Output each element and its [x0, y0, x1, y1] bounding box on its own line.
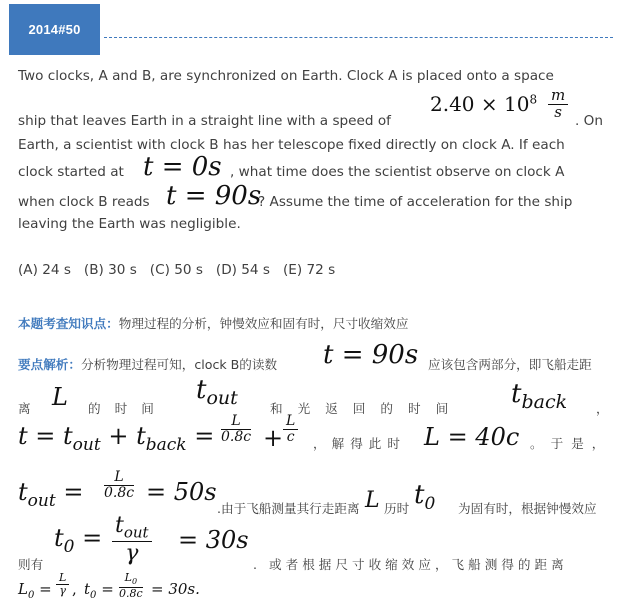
analysis-text: 和光返回的时间	[270, 401, 464, 416]
plus-sign: +	[263, 424, 284, 452]
analysis-label: 要点解析：	[18, 357, 81, 372]
fraction-L-over-0.8c: $\frac{L}{0.8c}$	[104, 469, 135, 501]
problem-tag: 2014#50	[9, 4, 100, 55]
fraction-tout-over-gamma: $t_{out}$ γ	[112, 514, 152, 565]
speed-unit: $\frac{m}{s}$	[548, 88, 568, 121]
equation-L40c: L = 40c	[424, 423, 520, 451]
analysis-text: 。于是，	[530, 436, 613, 451]
analysis-text: 历时	[384, 501, 410, 516]
symbol-t0: $t_0$	[414, 480, 436, 515]
question-text: , what time does the scientist observe on clock A	[230, 164, 565, 180]
analysis-text: 分析物理过程可知，clock B的读数	[80, 357, 278, 372]
analysis-text: ，解得此时	[313, 436, 406, 451]
analysis-text: 应该包含两部分，即飞船走距	[428, 357, 592, 372]
equation-t0: $t_0$ =	[54, 524, 103, 557]
question-text: ship that leaves Earth in a straight line with a speed of	[18, 113, 391, 129]
analysis-line-3	[18, 412, 613, 464]
knowledge-points	[18, 313, 408, 332]
analysis-text: .由于飞船测量其行走距离	[217, 501, 360, 516]
answer-options: (A) 24 s (B) 30 s (C) 50 s (D) 54 s (E) 72 s	[18, 262, 336, 278]
question-text: when clock B reads	[18, 194, 150, 210]
question-line-6: leaving the Earth was negligible.	[18, 216, 241, 232]
fraction-L0-over-0.8c: $\frac{L_0}{0.8c}$	[119, 571, 143, 600]
analysis-text: ，	[596, 401, 609, 416]
question-text: . On	[575, 113, 603, 129]
analysis-line-6	[18, 572, 604, 610]
equation-L0: $L_0$ =	[18, 580, 52, 601]
question-text: clock started at	[18, 164, 124, 180]
analysis-text: 的时间	[88, 401, 168, 416]
analysis-text: 离	[18, 401, 31, 416]
equation-t0: $t_0$ =	[84, 580, 114, 601]
analysis-text: . 或者根据尺寸收缩效应，飞船测得的距离	[253, 557, 568, 572]
analysis-line-5	[18, 513, 604, 572]
fraction-L-over-0.8c: $\frac{L}{0.8c}$	[221, 413, 252, 445]
symbol-L: L	[365, 488, 380, 513]
knowledge-text: 物理过程的分析，钟慢效应和固有时，尺寸收缩效应	[118, 316, 409, 331]
fraction-L-over-gamma: $\frac{L}{\gamma}$	[56, 572, 69, 596]
analysis-text: 则有	[18, 557, 44, 572]
comma: ,	[72, 580, 77, 598]
question-line-3: Earth, a scientist with clock B has her telescope fixed directly on clock A. If each	[18, 137, 565, 153]
symbol-tback: $t_{back}$	[511, 379, 568, 414]
equation-50s: = 50s	[146, 478, 217, 506]
fraction-L-over-c: $\frac{L}{c}$	[283, 414, 298, 444]
analysis-line-4	[18, 470, 604, 520]
equation-30s: = 30s.	[151, 580, 200, 598]
symbol-L: L	[52, 383, 68, 411]
section-header	[0, 0, 620, 58]
equation-tout: $t_{out}$ =	[18, 478, 84, 511]
equation-t90: t = 90s	[166, 181, 262, 211]
knowledge-label: 本题考查知识点：	[18, 316, 119, 331]
question-text: ? Assume the time of acceleration for the ship	[258, 194, 573, 210]
question-line-1: Two clocks, A and B, are synchronized on Earth. Clock A is placed onto a space	[18, 68, 554, 84]
speed-value: $2.40 \times 10^8$	[430, 92, 538, 116]
analysis-line-2	[18, 375, 609, 416]
symbol-tout: $t_{out}$	[196, 375, 238, 410]
equation-t0: t = 0s	[143, 152, 222, 182]
equation-t-sum: $t = t_{out} + t_{back}$ =	[18, 422, 215, 455]
equation-t90: t = 90s	[323, 340, 419, 370]
equation-30s: = 30s	[178, 526, 249, 554]
analysis-text: 为固有时，根据钟慢效应	[458, 501, 597, 516]
dashed-divider	[104, 37, 613, 38]
